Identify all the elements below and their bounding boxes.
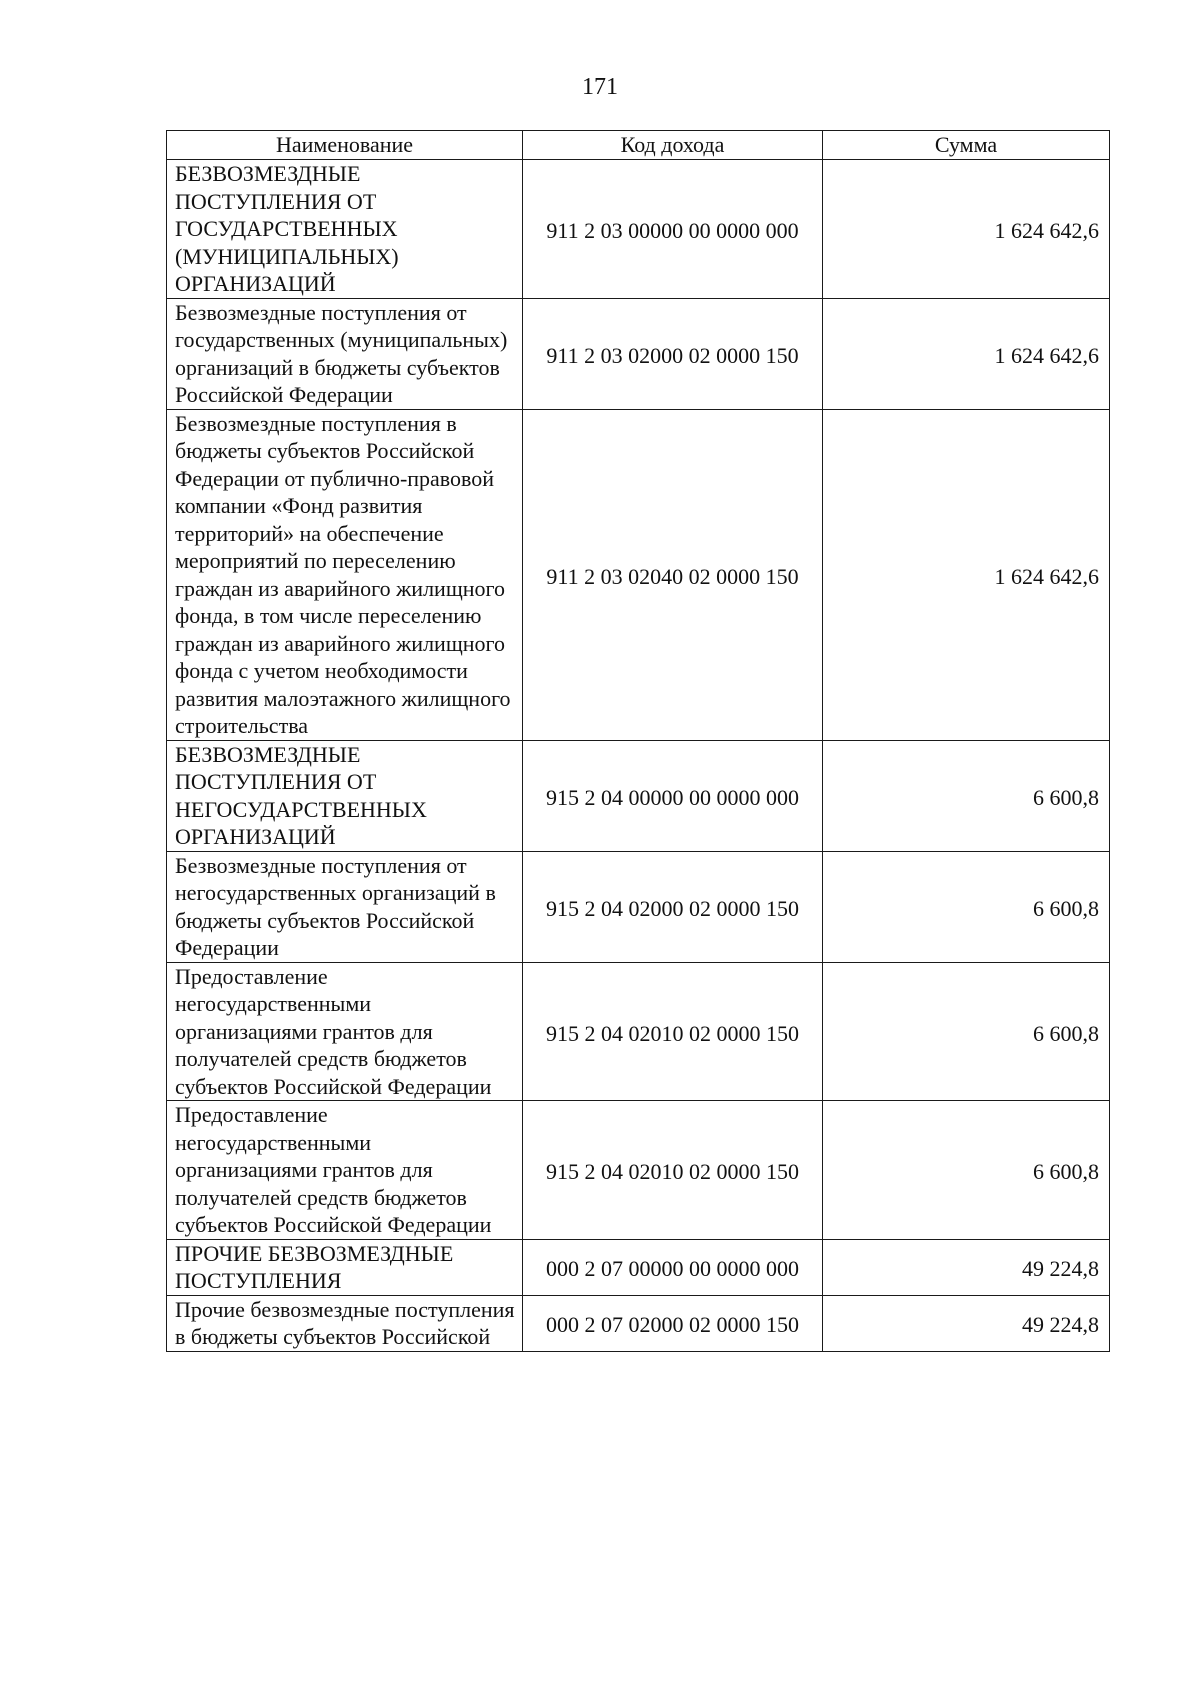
row-code-cell: 911 2 03 02000 02 0000 150 [523,298,823,409]
row-amount-cell: 1 624 642,6 [823,409,1110,740]
row-name-cell: Безвозмездные поступления от государственных (муниципальных) организаций в бюджеты субъектов Российской Федерации [167,298,523,409]
table-row [167,1295,1110,1351]
header-code: Код дохода [523,131,823,160]
row-amount-cell: 6 600,8 [823,962,1110,1101]
table-row [167,160,1110,299]
row-name-cell: БЕЗВОЗМЕЗДНЫЕ ПОСТУПЛЕНИЯ ОТ НЕГОСУДАРСТВЕННЫХ ОРГАНИЗАЦИЙ [167,740,523,851]
row-code-cell: 915 2 04 02010 02 0000 150 [523,962,823,1101]
row-amount-cell: 6 600,8 [823,851,1110,962]
row-amount-cell: 49 224,8 [823,1295,1110,1351]
row-code-cell: 911 2 03 00000 00 0000 000 [523,160,823,299]
row-code-cell: 915 2 04 02010 02 0000 150 [523,1101,823,1240]
row-name-cell: БЕЗВОЗМЕЗДНЫЕ ПОСТУПЛЕНИЯ ОТ ГОСУДАРСТВЕННЫХ (МУНИЦИПАЛЬНЫХ) ОРГАНИЗАЦИЙ [167,160,523,299]
table-row [167,851,1110,962]
row-name-cell: Безвозмездные поступления от негосударственных организаций в бюджеты субъектов Российской Федерации [167,851,523,962]
row-code-cell: 000 2 07 00000 00 0000 000 [523,1239,823,1295]
row-amount-cell: 1 624 642,6 [823,160,1110,299]
table-row [167,1101,1110,1240]
row-code-cell: 915 2 04 00000 00 0000 000 [523,740,823,851]
row-name-cell: Предоставление негосударственными организациями грантов для получателей средств бюджетов субъектов Российской Федерации [167,962,523,1101]
table-row [167,740,1110,851]
table-row [167,1239,1110,1295]
row-amount-cell: 49 224,8 [823,1239,1110,1295]
row-code-cell: 911 2 03 02040 02 0000 150 [523,409,823,740]
row-amount-cell: 6 600,8 [823,740,1110,851]
row-code-cell: 915 2 04 02000 02 0000 150 [523,851,823,962]
row-amount-cell: 1 624 642,6 [823,298,1110,409]
row-name-cell: ПРОЧИЕ БЕЗВОЗМЕЗДНЫЕ ПОСТУПЛЕНИЯ [167,1239,523,1295]
row-name-cell: Прочие безвозмездные поступления в бюджеты субъектов Российской [167,1295,523,1351]
header-amount: Сумма [823,131,1110,160]
page-number: 171 [582,74,618,100]
row-name-cell: Безвозмездные поступления в бюджеты субъектов Российской Федерации от публично-правовой компании «Фонд развития территорий» на обеспечение мероприятий по переселению граждан из аварийного жилищного фонда, в том числе переселению граждан из аварийного жилищного фонда с учетом необходимости развития малоэтажного жилищного строительства [167,409,523,740]
row-amount-cell: 6 600,8 [823,1101,1110,1240]
header-name: Наименование [167,131,523,160]
row-code-cell: 000 2 07 02000 02 0000 150 [523,1295,823,1351]
header-row [167,131,1110,160]
table-row [167,962,1110,1101]
revenue-table [166,130,1110,1352]
table-row [167,298,1110,409]
table-header [167,131,1110,160]
row-name-cell: Предоставление негосударственными организациями грантов для получателей средств бюджетов субъектов Российской Федерации [167,1101,523,1240]
table-body [167,160,1110,1352]
table-row [167,409,1110,740]
